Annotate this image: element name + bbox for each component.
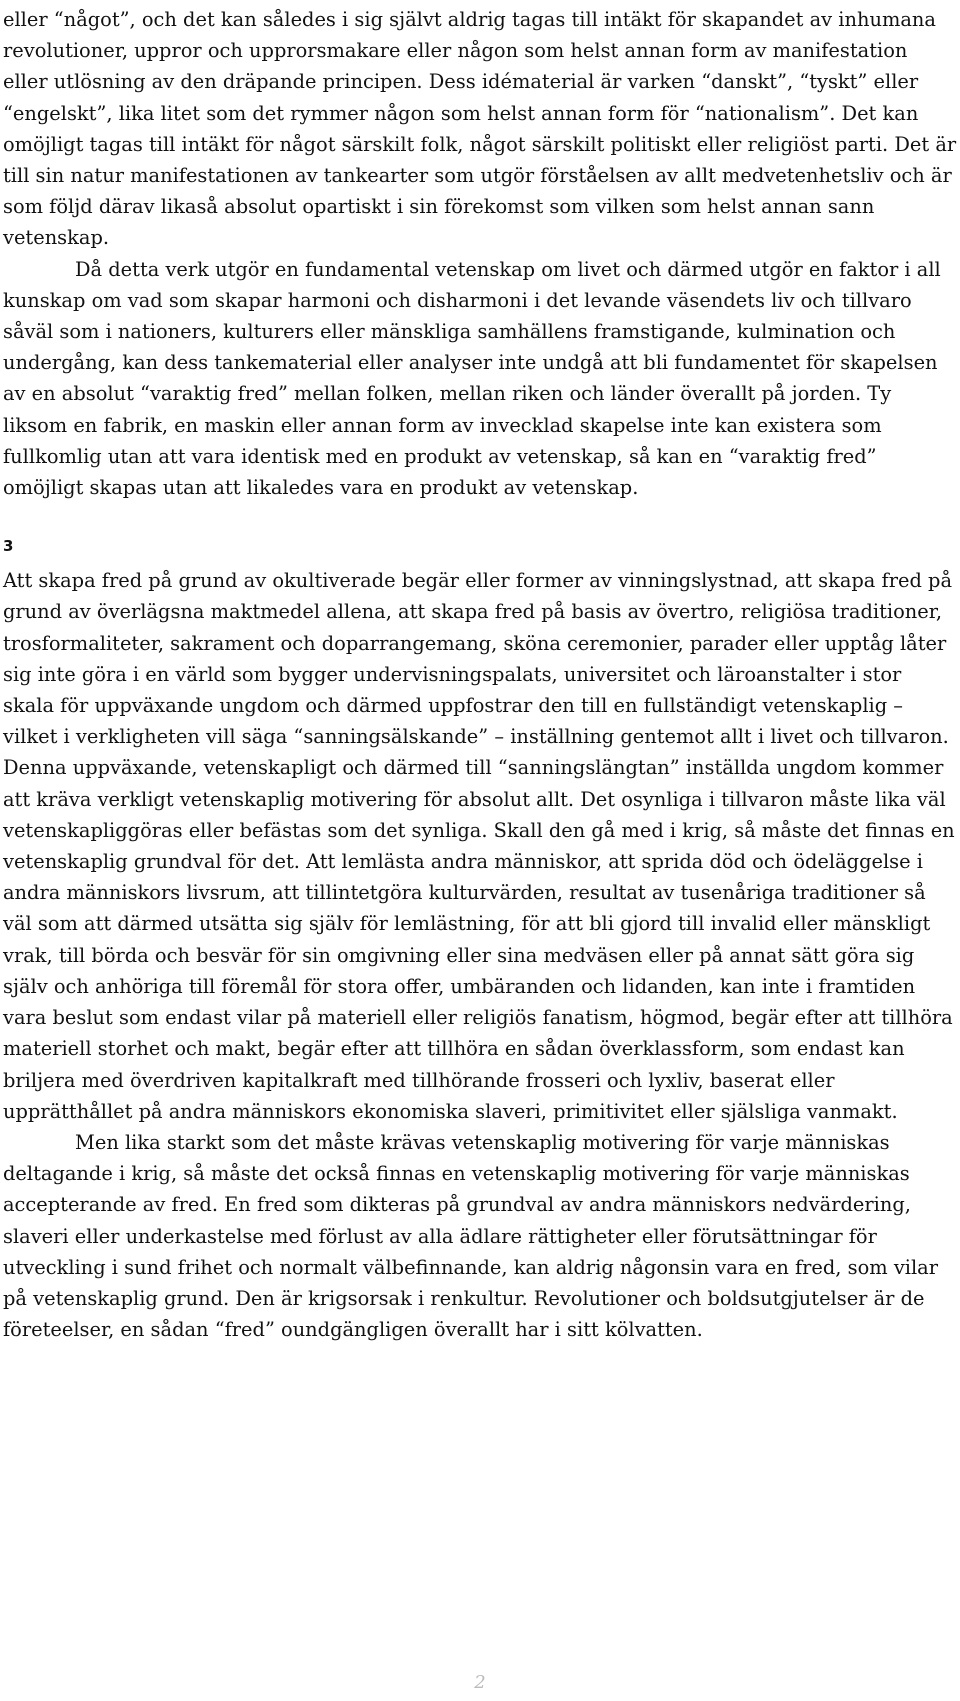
paragraph-3: Att skapa fred på grund av okultiverade begär eller former av vinningslystnad, att skapa fred på grund av överlägsna maktmedel allena, att skapa fred på basis av övertro, religiösa traditioner, trosformaliteter, sakrament och doparrangemang, sköna ceremonier, parader eller upptåg låter sig inte göra i en värld som bygger undervisningspalats, universitet och läroanstalter i stor skala för uppväxande ungdom och därmed uppfostrar den till en fullständigt vetenskaplig – vilket i verkligheten vill säga “sanningsälskande” – inställning gentemot allt i livet och tillvaron. Denna uppväxande, vetenskapligt och därmed till “sanningslängtan” inställda ungdom kommer att kräva verkligt vetenskaplig motivering för absolut allt. Det osynliga i tillvaron måste lika väl vetenskapliggöras eller befästas som det synliga. Skall den gå med i krig, så måste det finnas en vetenskaplig grundval för det. Att lemlästa andra människor, att sprida död och ödeläggelse i andra människors livsrum, att tillintetgöra kulturvärden, resultat av tusenåriga traditioner så väl som att därmed utsätta sig själv för lemlästning, för att bli gjord till invalid eller mänskligt vrak, till börda och besvär för sin omgivning eller sina medväsen eller på annat sätt göra sig själv och anhöriga till föremål för stora offer, umbäranden och lidanden, kan inte i framtiden vara beslut som endast vilar på materiell eller religiös fanatism, högmod, begär efter att tillhöra materiell storhet och makt, begär efter att tillhöra en sådan överklassform, som endast kan briljera med överdriven kapitalkraft med tillhörande frosseri och lyxliv, baserat eller upprätthållet på andra människors ekonomiska slaveri, primitivitet eller själsliga vanmakt. <box>3 569 955 1123</box>
paragraph-2: Då detta verk utgör en fundamental vetenskap om livet och därmed utgör en faktor i all kunskap om vad som skapar harmoni och disharmoni i det levande väsendets liv och tillvaro såväl som i nationers, kulturers eller mänskliga samhällens framstigande, kulmination och undergång, kan dess tankematerial eller analyser inte undgå att bli fundamentet för skapelsen av en absolut “varaktig fred” mellan folken, mellan riken och länder överallt på jorden. Ty liksom en fabrik, en maskin eller annan form av invecklad skapelse inte kan existera som fullkomlig utan att vara identisk med en produkt av vetenskap, så kan en “varaktig fred” omöjligt skapas utan att likaledes vara en produkt av vetenskap. <box>3 257 941 500</box>
page-number: 2 <box>474 1672 486 1693</box>
body-text <box>3 4 958 1345</box>
section-number: 3 <box>3 537 14 556</box>
paragraph-1: eller “något”, och det kan således i sig självt aldrig tagas till intäkt för skapandet av inhumana revolutioner, uppror och upprorsmakare eller någon som helst annan form av manifestation eller utlösning av den dräpande principen. Dess idématerial är varken “danskt”, “tyskt” eller “engelskt”, lika litet som det rymmer någon som helst annan form för “nationalism”. Det kan omöjligt tagas till intäkt för något särskilt folk, något särskilt politiskt eller religiöst parti. Det är till sin natur manifestationen av tankearter som utgör förståelsen av allt medvetenhetsliv och är som följd därav likaså absolut opartiskt i sin förekomst som vilken som helst annan sann vetenskap. <box>3 8 957 250</box>
paragraph-4: Men lika starkt som det måste krävas vetenskaplig motivering för varje människas deltagande i krig, så måste det också finnas en vetenskaplig motivering för varje människas accepterande av fred. En fred som dikteras på grundval av andra människors nedvärdering, slaveri eller underkastelse med förlust av alla ädlare rättigheter eller förutsättningar för utveckling i sund frihet och normalt välbefinnande, kan aldrig någonsin vara en fred, som vilar på vetenskaplig grund. Den är krigsorsak i renkultur. Revolutioner och boldsutgjutelser är de företeelser, en sådan “fred” oundgängligen överallt har i sitt kölvatten. <box>3 1130 939 1342</box>
